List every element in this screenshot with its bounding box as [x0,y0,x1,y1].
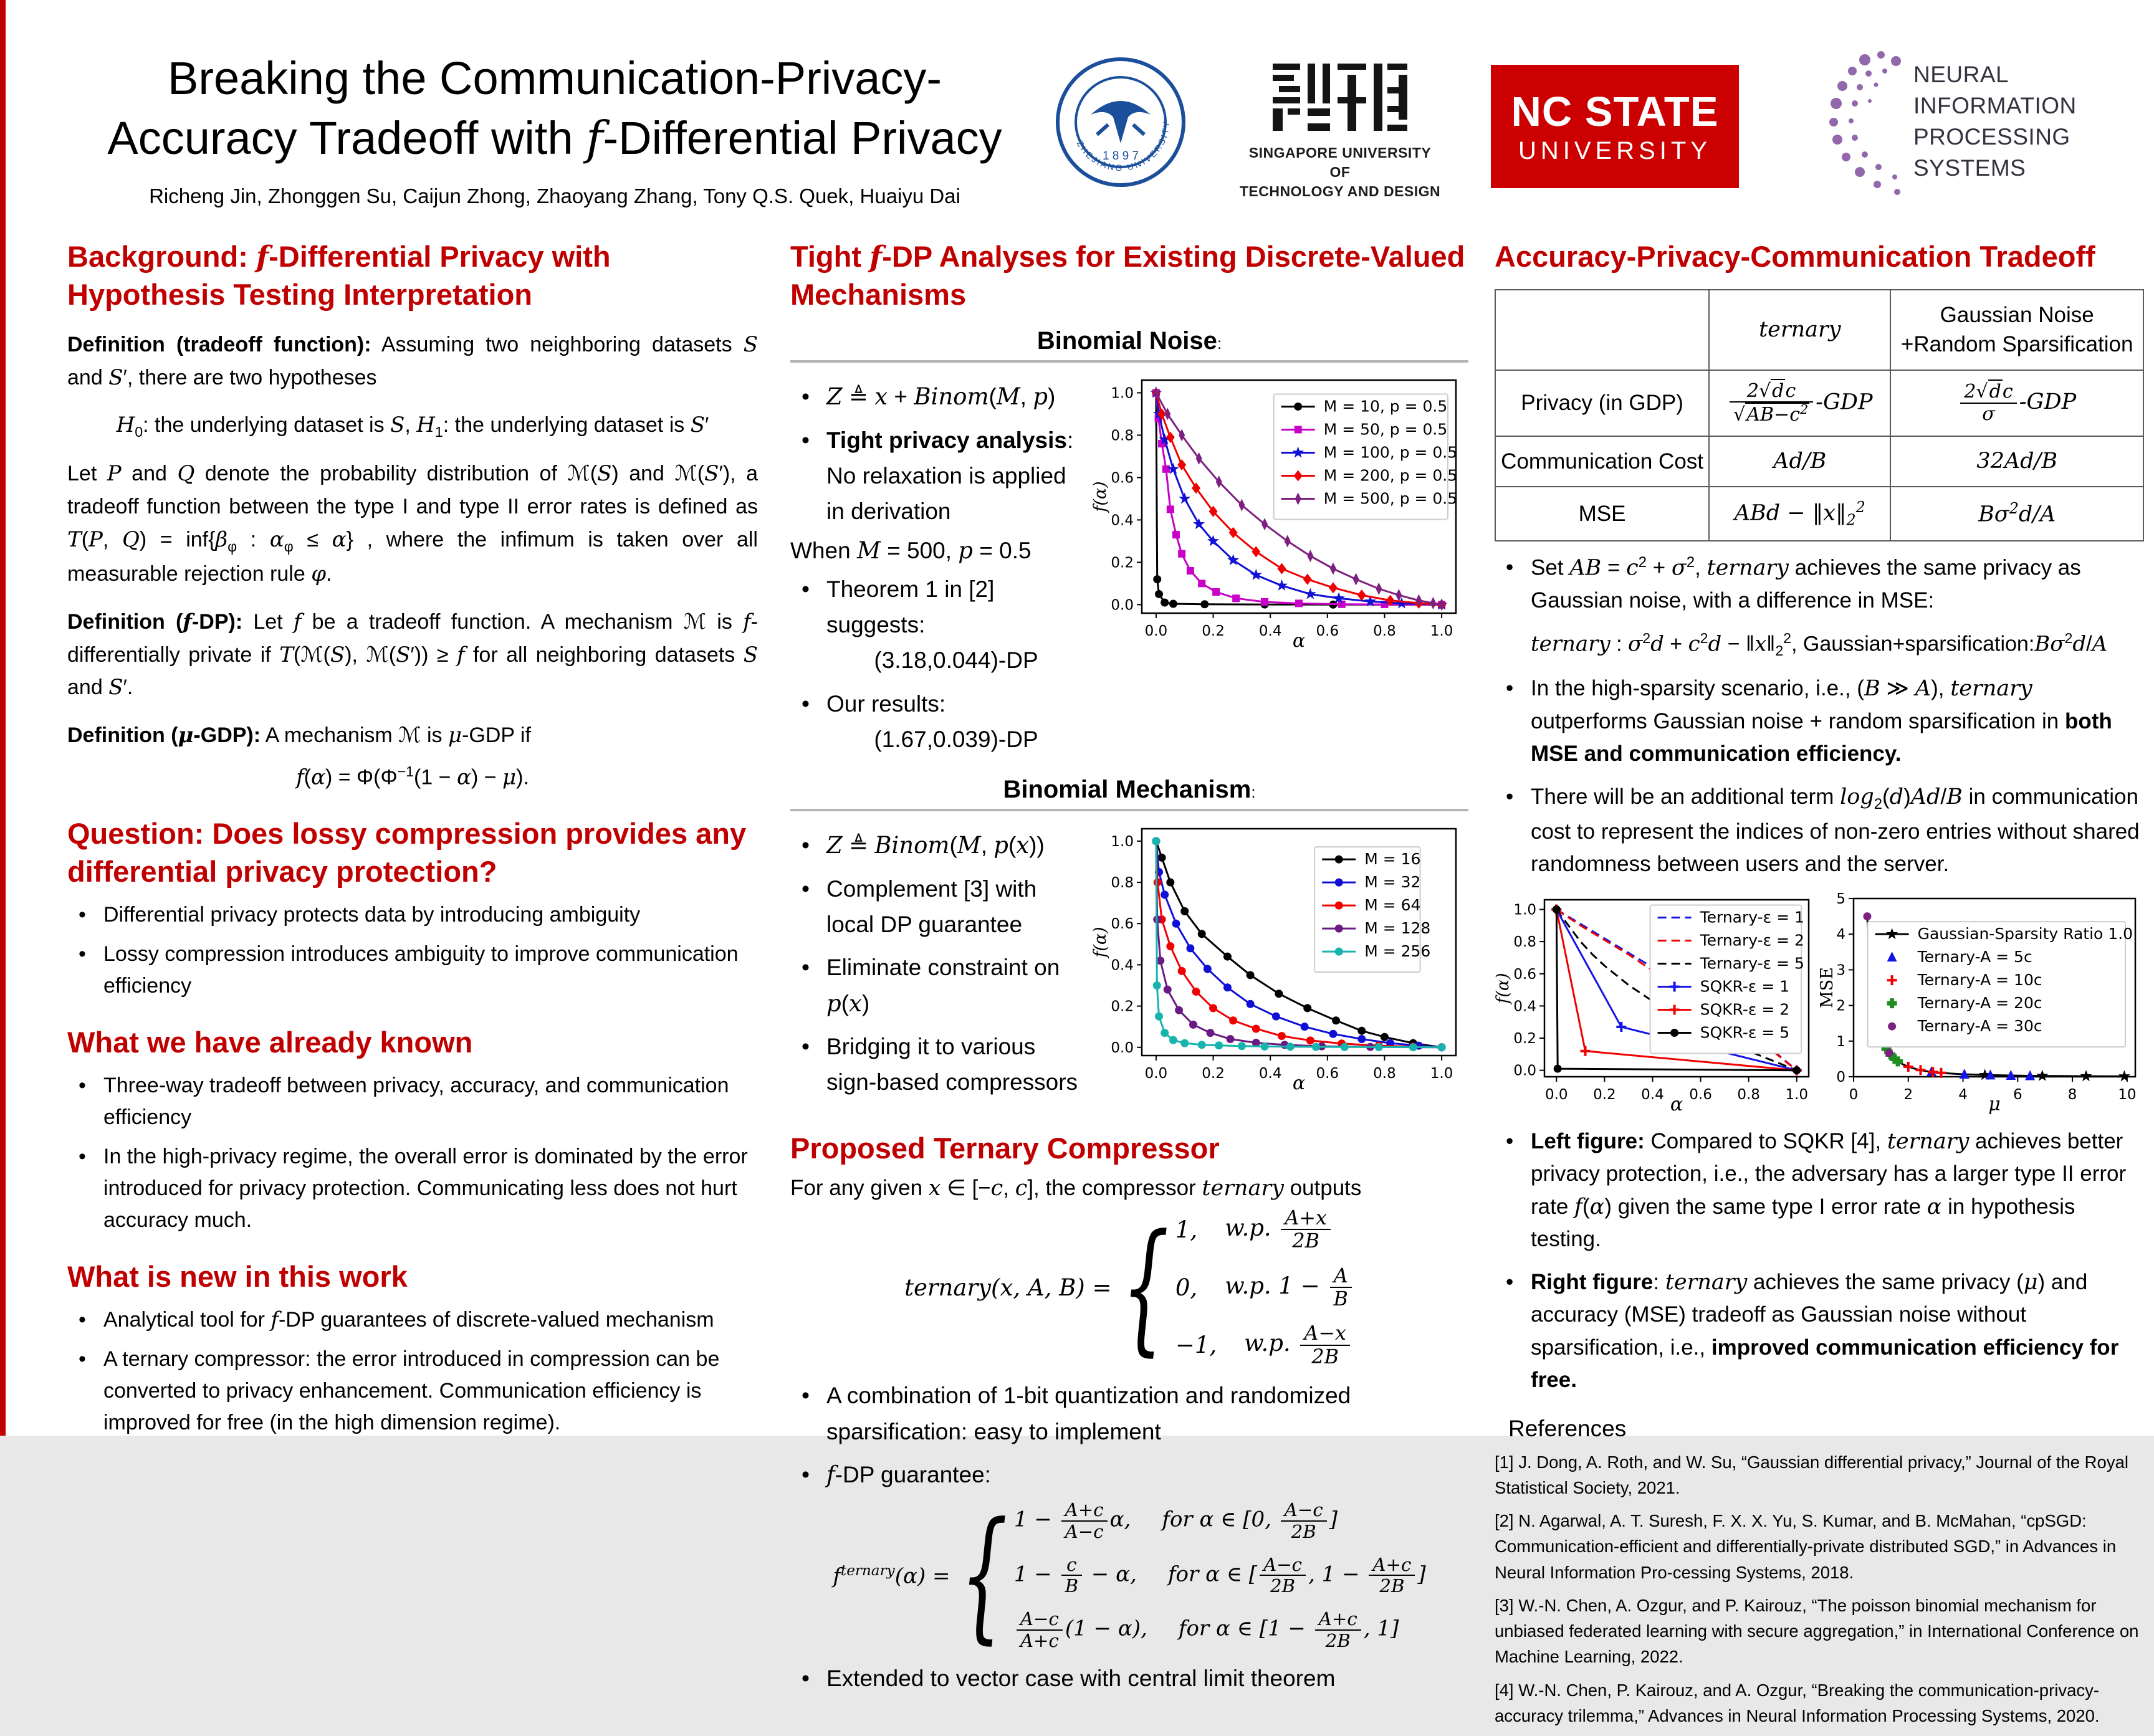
divider [790,809,1468,811]
poster-title [81,49,1028,168]
bullet-item: • Analytical tool for f-DP guarantees of discrete-valued mechanism [67,1304,758,1336]
svg-text:α: α [1670,1093,1683,1115]
bullet-item: • Our results: (1.67,0.039)-DP [790,686,1086,758]
svg-text:M = 10, p = 0.5: M = 10, p = 0.5 [1323,397,1448,416]
ncstate-logo [1491,65,1739,188]
svg-text:1 8 9 7: 1 8 9 7 [1102,150,1139,163]
svg-text:0.0: 0.0 [1513,1062,1536,1079]
sqkr-comparison-chart [1495,891,1819,1115]
svg-text:f(α): f(α) [1091,927,1110,958]
svg-text:M = 128: M = 128 [1364,919,1431,938]
col-ternary: ternary [1709,290,1890,370]
binomial-mechanism-text [790,820,1086,1107]
bullet-item: • There will be an additional term $\log_2(d)Ad/B$ in communication cost to represent the indices of non-zero entries without shared randomness between users and the server. [1495,781,2144,881]
svg-text:1.0: 1.0 [1430,623,1453,640]
svg-text:Gaussian-Sparsity Ratio 1.0: Gaussian-Sparsity Ratio 1.0 [1917,924,2133,943]
svg-text:0.8: 0.8 [1737,1086,1760,1103]
svg-text:Ternary-A = 30c: Ternary-A = 30c [1917,1016,2042,1035]
svg-text:f(α): f(α) [1493,972,1513,1004]
tradeoff-bullets-2 [1495,672,2144,880]
definition-tradeoff-function: Definition (tradeoff function): Assuming two neighboring datasets S and S′, there are two hypotheses [67,332,758,390]
ternary-definition-formula: ternary(x, A, B) = { 1, w.p. $\frac{A+x}{2B}$ 0, w.p. 1 − $\frac{A}{B}$ −1, w.p. $\frac{A-x}{2B}$ [790,1207,1468,1368]
svg-text:μ: μ [1988,1093,2001,1115]
svg-text:Ternary-A = 5c: Ternary-A = 5c [1917,947,2032,966]
svg-text:M = 64: M = 64 [1364,896,1421,915]
bullet-item: • Lossy compression introduces ambiguity to improve communication efficiency [67,938,758,1002]
when-line: When M = 500, p = 0.5 [790,537,1032,564]
svg-text:0.0: 0.0 [1144,623,1168,640]
svg-text:3: 3 [1836,961,1845,978]
svg-text:8: 8 [2067,1086,2077,1103]
svg-text:0.6: 0.6 [1513,966,1536,983]
svg-text:0.4: 0.4 [1258,623,1282,640]
right-column [1495,238,2144,1736]
bullet-item: • In the high-sparsity scenario, i.e., (B ≫ A), ternary outperforms Gaussian noise + random sparsification in both MSE and communication efficiency. [1495,672,2144,771]
svg-text:0.8: 0.8 [1513,933,1536,950]
bullet-item: • Z ≜ x + Binom(M, p) [790,379,1086,414]
middle-column [790,238,1468,1704]
tradeoff-heading: Accuracy-Privacy-Communication Tradeoff [1495,240,2095,273]
svg-text:Ternary-ε = 1: Ternary-ε = 1 [1700,908,1804,927]
svg-text:Ternary-A = 10c: Ternary-A = 10c [1917,970,2042,989]
svg-text:0.0: 0.0 [1144,1066,1168,1082]
svg-text:M = 256: M = 256 [1364,942,1431,961]
bullet-item: • Right figure: ternary achieves the same privacy (μ) and accuracy (MSE) tradeoff as Gaussian noise without sparsification, i.e., improved communication efficiency for free. [1495,1266,2144,1397]
left-column [67,238,758,1446]
svg-text:SQKR-ε = 2: SQKR-ε = 2 [1700,1000,1790,1019]
title-block [81,49,1028,208]
ncstate-logo-box: NC STATE UNIVERSITY [1491,65,1739,188]
svg-text:Ternary-A = 20c: Ternary-A = 20c [1917,993,2042,1012]
svg-text:SQKR-ε = 5: SQKR-ε = 5 [1700,1023,1790,1042]
svg-text:M = 500, p = 0.5: M = 500, p = 0.5 [1323,489,1458,508]
col-gaussian: Gaussian Noise +Random Sparsification [1890,290,2143,370]
svg-text:α: α [1292,1072,1306,1095]
svg-text:Ternary-ε = 5: Ternary-ε = 5 [1700,954,1804,973]
svg-text:f(α): f(α) [1091,481,1110,512]
svg-text:0: 0 [1849,1086,1859,1103]
binomial-noise-text [790,371,1086,765]
svg-text:1.0: 1.0 [1111,385,1134,402]
zhejiang-university-logo [1053,55,1188,193]
svg-text:0.6: 0.6 [1689,1086,1712,1103]
svg-text:4: 4 [1958,1086,1968,1103]
tradeoff-bullets [1495,551,2144,618]
authors-line: Richeng Jin, Zhonggen Su, Caijun Zhong, Zhaoyang Zhang, Tony Q.S. Quek, Huaiyu Dai [149,184,960,208]
svg-text:M = 200, p = 0.5: M = 200, p = 0.5 [1323,466,1458,485]
svg-text:0.6: 0.6 [1316,623,1339,640]
binomial-noise-title: Binomial Noise: [1036,327,1222,355]
svg-text:1.0: 1.0 [1785,1086,1809,1103]
bullet-item: • Extended to vector case with central limit theorem [790,1661,1468,1696]
svg-text:10: 10 [2118,1086,2137,1103]
bullet-item: • Eliminate constraint on p(x) [790,950,1086,1021]
svg-text:0.6: 0.6 [1111,916,1134,933]
brace: { [960,1493,1008,1658]
tradeoff-table [1495,289,2144,541]
bullet-item: • In the high-privacy regime, the overall error is dominated by the error introduced for privacy protection. Communicating less does not hurt accuracy much. [67,1141,758,1236]
divider [790,360,1468,363]
hypotheses-line: $H_0$: the underlying dataset is S, $H_1$: the underlying dataset is S′ [116,412,709,440]
svg-text:0.6: 0.6 [1111,470,1134,487]
svg-text:2: 2 [1836,998,1845,1014]
svg-text:0.4: 0.4 [1258,1066,1282,1082]
svg-text:0.4: 0.4 [1111,512,1134,529]
binomial-mechanism-row [790,820,1468,1107]
svg-text:2: 2 [1903,1086,1913,1103]
binomial-mechanism-title: Binomial Mechanism: [1003,776,1256,804]
ternary-compressor-heading: Proposed Ternary Compressor [790,1131,1220,1165]
svg-text:0.8: 0.8 [1111,427,1134,444]
ternary-bullets [790,1378,1468,1492]
neurips-logo-text: NEURAL INFORMATION PROCESSING SYSTEMS [1913,62,2077,181]
bullet-item: • Differential privacy protects data by introducing ambiguity [67,899,758,931]
bullet-item: • Theorem 1 in [2] suggests: (3.18,0.044)-DP [790,571,1086,679]
sutd-glyph-icon [1271,62,1409,137]
title-line-1: Breaking the Communication-Privacy- [167,52,942,104]
svg-text:Ternary-ε = 2: Ternary-ε = 2 [1700,931,1804,950]
bullet-item: • Z ≜ Binom(M, p(x)) [790,827,1086,863]
title-line-2: Accuracy Tradeoff with f-Differential Privacy [107,112,1002,166]
ternary-bullets-2 [790,1661,1468,1696]
svg-text:0.0: 0.0 [1111,597,1134,614]
bullet-item: • Tight privacy analysis: No relaxation is applied in derivation [790,422,1086,530]
bullet-item: • Complement [3] with local DP guarantee [790,871,1086,943]
bullet-item: • f-DP guarantee: [790,1457,1468,1492]
svg-text:M = 50, p = 0.5: M = 50, p = 0.5 [1323,420,1448,439]
gdp-formula: $f(\alpha) = \Phi(\Phi^{-1}(1 - \alpha) - \mu)$. [296,763,529,789]
zju-seal-icon [1053,55,1188,189]
svg-text:α: α [1292,630,1306,652]
new-heading: What is new in this work [67,1260,408,1294]
svg-text:MSE: MSE [1817,966,1837,1008]
svg-text:M = 16: M = 16 [1364,850,1421,869]
svg-text:0.6: 0.6 [1316,1066,1339,1082]
new-bullets [67,1304,758,1439]
svg-text:0.0: 0.0 [1544,1086,1568,1103]
binomial-noise-chart [1092,371,1466,652]
figure-bullets [1495,1125,2144,1397]
svg-text:M = 32: M = 32 [1364,873,1421,892]
svg-text:SQKR-ε = 1: SQKR-ε = 1 [1700,977,1790,996]
svg-text:0.2: 0.2 [1111,555,1134,571]
figure-row [1495,891,2144,1115]
binomial-mechanism-chart [1092,820,1466,1094]
svg-text:0.2: 0.2 [1202,623,1225,640]
table-row: MSE ABd − $‖x‖_2^2$ $B\sigma^2d/A$ [1495,487,2143,541]
question-heading: Question: Does lossy compression provides any differential privacy protection? [67,816,747,889]
reference-item: [2] N. Agarwal, A. T. Suresh, F. X. X. Yu, S. Kumar, and B. McMahan, “cpSGD: Communication-efficient and differentially-private distributed SGD,” in Advances in Neural Information Pro-cessing Systems, 2018. [1495,1511,2117,1582]
definition-fdp: Definition (f-DP): Let f be a tradeoff function. A mechanism ℳ is f-differentially private if T(ℳ(S), ℳ(S′)) ≥ f for all neighboring datasets S and S′. [67,609,758,700]
tradeoff-function-paragraph: Let P and Q denote the probability distribution of ℳ(S) and ℳ(S′), a tradeoff function between the type I and type II error rates is defined as T(P, $Q) = inf\{\beta_\varphi$ : $\alpha_\varphi \le \alpha$} , where the infimum is taken over all measurable rejection rule φ. [67,461,759,587]
svg-text:6: 6 [2013,1086,2022,1103]
bullet-item: • Bridging it to various sign-based compressors [790,1029,1086,1100]
bullet-item: • Set AB = $c^2 + \sigma^2$, ternary achieves the same privacy as Gaussian noise, with a difference in MSE: [1495,551,2144,618]
svg-text:0.2: 0.2 [1513,1030,1536,1047]
table-row: Privacy (in GDP) $\frac{2√dc}{√AB-c^2}$ -GDP $\frac{2√dc}{\sigma}$ -GDP [1495,370,2143,436]
fdp-guarantee-formula: $f^{ternary}(\alpha)$ = { 1 − $\frac{A+c}{A-c}$ α, for α ∈ [0, $\frac{A-c}{2B}$ ] 1 − $\frac{c}{B}$ − α, for α ∈ [ $\frac{A-c}{2B}$ , 1 − $\frac{A+c}{2B}$ ] $\frac{A-c}{A+c}$ (1 − α), for α ∈ [1 − $\frac{A+c}{2B}$ , 1] [833,1493,1426,1658]
bullet-item: • Three-way tradeoff between privacy, accuracy, and communication efficiency [67,1070,758,1133]
svg-text:0.8: 0.8 [1373,1066,1396,1082]
table-row: Communication Cost Ad/B 32Ad/B [1495,436,2143,487]
left-red-border [0,0,6,1436]
bullet-item: • A ternary compressor: the error introduced in compression can be converted to privacy enhancement. Communication efficiency is improved for free (in the high dimension regime). [67,1343,758,1439]
sutd-logo [1237,62,1443,201]
tight-fdp-heading: Tight f-DP Analyses for Existing Discrete-Valued Mechanisms [790,240,1465,312]
svg-text:0.8: 0.8 [1373,623,1396,640]
bullet-item: • A combination of 1-bit quantization and randomized sparsification: easy to implement [790,1378,1468,1449]
svg-text:0.4: 0.4 [1513,998,1536,1014]
mse-privacy-chart [1819,891,2143,1115]
reference-item: [3] W.-N. Chen, A. Ozgur, and P. Kairouz, “The poisson binomial mechanism for unbiased federated learning with secure aggregation,” in International Conference on Machine Learning, 2022. [1495,1595,2139,1667]
known-bullets [67,1070,758,1236]
reference-item: [4] W.-N. Chen, P. Kairouz, and A. Ozgur, “Breaking the communication-privacy-accuracy trilemma,” Advances in Neural Information Processing Systems, 2020. [1495,1680,2100,1725]
svg-text:5: 5 [1836,890,1845,907]
svg-text:1.0: 1.0 [1430,1066,1453,1082]
svg-text:0.4: 0.4 [1641,1086,1664,1103]
svg-text:0.4: 0.4 [1111,957,1134,974]
background-heading: Background: f-Differential Privacy with Hypothesis Testing Interpretation [67,240,611,312]
dp-value: (3.18,0.044)-DP [874,647,1038,674]
svg-text:0.2: 0.2 [1202,1066,1225,1082]
dp-value: (1.67,0.039)-DP [874,727,1038,753]
reference-item: [1] J. Dong, A. Roth, and W. Su, “Gaussian differential privacy,” Journal of the Royal Statistical Society, 2021. [1495,1452,2128,1497]
definition-gdp: Definition (μ-GDP): A mechanism ℳ is μ-GDP if [67,722,531,748]
svg-text:0: 0 [1836,1069,1845,1085]
svg-text:1.0: 1.0 [1513,902,1536,918]
mse-comparison-line: ternary : $\sigma^2d + c^2d$ − $‖x‖_2^2$, $Gaussian+sparsification:B\sigma^2d/A$ [1531,629,2108,659]
svg-text:1.0: 1.0 [1111,834,1134,851]
svg-text:M = 100, p = 0.5: M = 100, p = 0.5 [1323,443,1458,462]
binomial-noise-row [790,371,1468,765]
neurips-logo [1807,44,2154,199]
svg-text:0.8: 0.8 [1111,875,1134,892]
svg-text:0.2: 0.2 [1593,1086,1616,1103]
svg-text:0.2: 0.2 [1111,998,1134,1015]
question-bullets [67,899,758,1002]
sutd-logo-text: SINGAPORE UNIVERSITY OF TECHNOLOGY AND DESIGN [1239,145,1441,200]
ternary-intro: For any given x ∈ [−c, c], the compressor ternary outputs [790,1175,1362,1201]
svg-text:1: 1 [1836,1033,1845,1050]
references-title: References [1508,1415,1627,1441]
table-header-row [1495,290,2143,370]
svg-text:ZHEJIANG UNIVERSITY: ZHEJIANG UNIVERSITY [1075,119,1172,173]
neurips-dots-icon [1807,44,1913,199]
brace: { [1121,1205,1169,1370]
svg-text:4: 4 [1836,926,1845,943]
svg-text:0.0: 0.0 [1111,1040,1134,1057]
bullet-item: • Left figure: Compared to SQKR [4], ternary achieves better privacy protection, i.e., the adversary has a larger type II error rate f(α) given the same type I error rate α in hypothesis testing. [1495,1125,2144,1256]
known-heading: What we have already known [67,1026,473,1059]
